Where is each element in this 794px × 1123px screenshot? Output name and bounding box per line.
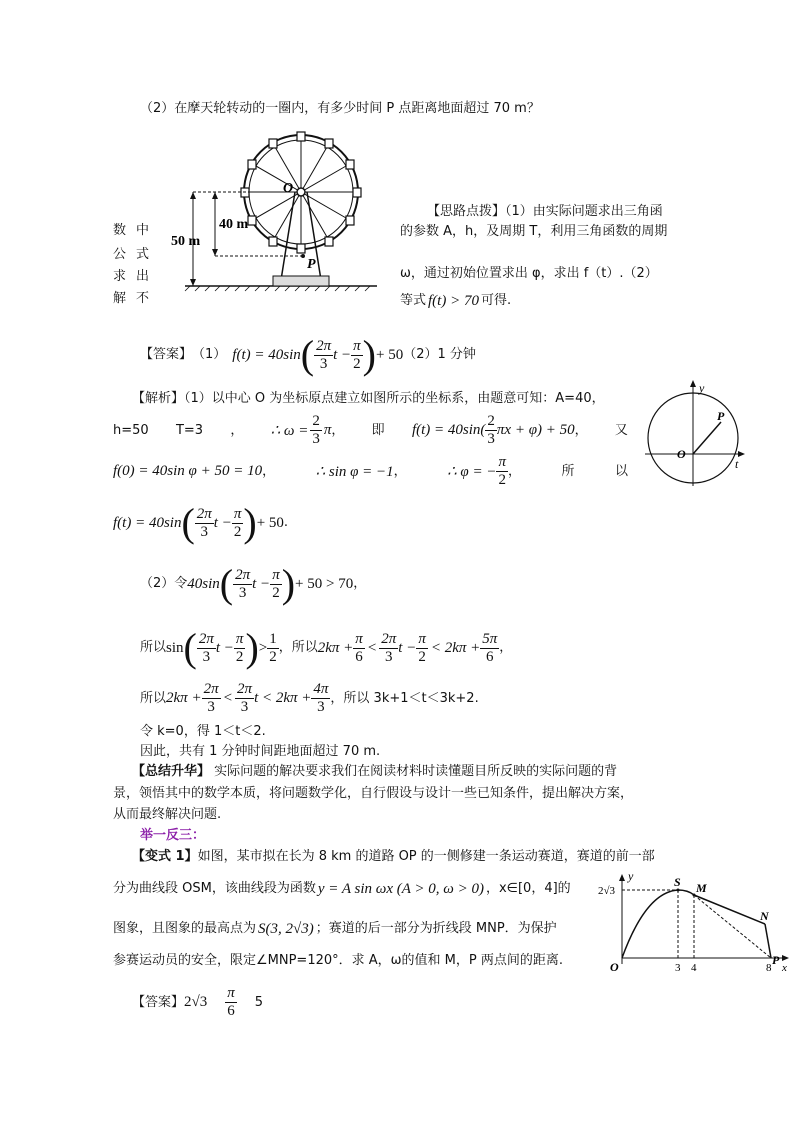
fraction: $\frac{2}{3}$ <box>487 413 495 447</box>
svg-text:y: y <box>628 869 634 883</box>
paren-close: ) <box>362 332 376 377</box>
answer-distance: 5 <box>254 994 264 1010</box>
fraction: $\frac{2\pi}{3}$ <box>235 566 251 601</box>
fraction: $\frac{2\pi}{3}$ <box>196 505 212 540</box>
fraction: $\frac{\pi}{2}$ <box>498 454 506 488</box>
svg-text:M: M <box>696 881 707 895</box>
analysis-T: T=3 <box>175 422 204 438</box>
label-40m: 40 m <box>219 217 249 232</box>
side-char: 出 <box>136 269 150 284</box>
svg-text:3: 3 <box>675 962 681 974</box>
svg-text:4: 4 <box>691 962 697 974</box>
question-2: （2）在摩天轮转动的一圈内，有多少时间 P 点距离地面超过 70 m？ <box>140 101 540 116</box>
analysis-h: h=50 <box>113 422 149 438</box>
omega-eq: ∴ ω = $\frac{2}{3}$ π ， <box>270 413 345 447</box>
answer-part2: （2）1 分钟 <box>403 347 476 362</box>
fraction: $\frac{2\pi}{3}$ <box>316 337 332 372</box>
svg-text:S: S <box>674 875 681 889</box>
variant-line-2: 分为曲线段 OSM，该曲线段为函数 y = A sin ωx (A > 0, ω > 0) ，x∈[0，4]的 <box>113 880 571 897</box>
fraction: $\frac{\pi}{2}$ <box>353 337 361 372</box>
fraction: $\frac{2\pi}{3}$ <box>237 681 253 715</box>
part2-line-2: 所以 sin ( $\frac{2\pi}{3}$ t − $\frac{\pi}{2}$ ) > $\frac{1}{2}$ ，所以 2kπ + $\frac{\pi}{6}$ < $\frac{2\pi}{3}$ t − $\frac{\pi}{2}$ < 2kπ + $\frac{5\pi}{6}$ ， <box>140 625 513 670</box>
svg-text:2√3: 2√3 <box>598 885 616 897</box>
side-char: 公 <box>113 247 127 262</box>
label-O: O <box>283 181 294 196</box>
variant-line-1: 【变式 1】如图，某市拟在长为 8 km 的道路 OP 的一侧修建一条运动赛道，赛道的前一部 <box>132 849 655 864</box>
answer-t: t − <box>333 346 352 363</box>
svg-text:N: N <box>760 909 769 923</box>
variant-line-4: 参赛运动员的安全，限定∠MNP=120°．求 A，ω的值和 M，P 两点间的距离. <box>113 953 564 968</box>
analysis-label: 【解析】 <box>132 391 185 406</box>
part2-line-1: （2）令 40sin ( $\frac{2\pi}{3}$ t − $\frac{\pi}{2}$ ) + 50 > 70 ， <box>140 561 367 606</box>
analysis-line-3: f(0) = 40sin φ + 50 = 10 ， ∴ sin φ = −1 ， ∴ φ = − $\frac{\pi}{2}$ ， 所 以 <box>113 454 628 488</box>
variant-line-3: 图象，且图象的最高点为 S(3, 2√3) ；赛道的后一部分为折线段 MNP．为保护 <box>113 920 557 937</box>
answer-2: 【答案】 2√3 $\frac{\pi}{6}$ 5 <box>132 985 264 1019</box>
side-char: 式 <box>136 247 150 262</box>
svg-text:P: P <box>717 409 725 423</box>
fraction: $\frac{4\pi}{3}$ <box>313 681 329 715</box>
paren-open: ( <box>300 332 315 377</box>
svg-text:P: P <box>772 953 780 967</box>
phi-eq: ∴ φ = − $\frac{\pi}{2}$ ， <box>447 454 522 488</box>
yi: 以 <box>614 463 628 479</box>
hint-line-4-post: 可得. <box>480 293 512 308</box>
side-char: 求 <box>113 269 127 284</box>
fraction: $\frac{\pi}{2}$ <box>233 505 242 540</box>
fraction: $\frac{1}{2}$ <box>269 630 277 665</box>
f0-eq: f(0) = 40sin φ + 50 = 10 <box>113 463 263 479</box>
coordinate-circle-figure <box>645 378 750 488</box>
answer-label: 【答案】 <box>140 347 193 362</box>
part2-conclusion: 因此，共有 1 分钟时间距地面超过 70 m. <box>140 744 381 759</box>
answer-fx: f(t) = 40sin <box>232 346 301 363</box>
answer-plus: + 50 <box>375 346 404 363</box>
fraction: $\frac{\pi}{2}$ <box>272 566 280 601</box>
fraction: $\frac{2\pi}{3}$ <box>198 630 214 665</box>
fraction: $\frac{5\pi}{6}$ <box>482 630 498 665</box>
hint-line-2: 的参数 A，h，及周期 T，利用三角函数的周期 <box>400 224 668 239</box>
track-graph-figure <box>596 869 794 976</box>
analysis-line-1 <box>132 390 605 408</box>
part2-k0: 令 k=0，得 1＜t＜2. <box>140 724 266 739</box>
answer-omega: $\frac{\pi}{6}$ <box>227 985 235 1019</box>
label-P: P <box>307 257 316 272</box>
part2-line-3: 所以 2kπ + $\frac{2\pi}{3}$ < $\frac{2\pi}{3}$ t < 2kπ + $\frac{4\pi}{3}$ ，所以 3k+1＜t＜3k+2. <box>140 681 479 715</box>
fx-phi: f(t) = 40sin( $\frac{2}{3}$ πx + φ) + 50 ， <box>411 413 588 447</box>
fraction: $\frac{2\pi}{3}$ <box>381 630 397 665</box>
comma: ， <box>230 422 244 438</box>
hint-line-4-math: f(t) > 70 <box>428 292 479 309</box>
summary-line-1: 【总结升华】 实际问题的解决要求我们在阅读材料时读懂题目所反映的实际问题的背 <box>132 764 618 779</box>
svg-text:x: x <box>782 962 787 974</box>
fraction: $\frac{2\pi}{3}$ <box>203 681 219 715</box>
fraction: $\frac{\pi}{2}$ <box>235 630 244 665</box>
hint-line-3: ω，通过初始位置求出 φ，求出 f（t）.（2） <box>400 266 658 281</box>
suo: 所 <box>561 463 575 479</box>
answer-A: 2√3 <box>184 994 208 1010</box>
hint-line-4 <box>400 292 511 310</box>
ferris-wheel-figure <box>171 130 380 292</box>
label-50m: 50 m <box>171 234 201 249</box>
svg-text:O: O <box>677 447 686 461</box>
svg-text:O: O <box>610 960 619 974</box>
you: 又 <box>614 422 628 438</box>
summary-line-3: 从而最终解决问题. <box>113 807 222 822</box>
side-char: 中 <box>136 223 150 238</box>
hint-line-1: 【思路点拨】（1）由实际问题求出三角函 <box>427 204 663 219</box>
fraction: $\frac{2}{3}$ <box>312 413 320 447</box>
analysis-final: f(t) = 40sin ( $\frac{2\pi}{3}$ t − $\frac{\pi}{2}$ ) + 50 . <box>113 500 289 545</box>
answer-1 <box>140 332 476 377</box>
side-char: 解 <box>113 291 127 306</box>
svg-text:t: t <box>735 457 739 471</box>
svg-text:y: y <box>699 381 705 395</box>
sinphi-eq: ∴ sin φ = −1 <box>315 464 394 480</box>
summary-line-2: 景，领悟其中的数学本质，将问题数学化，自行假设与设计一些已知条件，提出解决方案， <box>113 786 634 801</box>
hint-line-4-pre: 等式 <box>400 293 427 308</box>
analysis-line-2 <box>113 413 628 448</box>
side-char: 数 <box>113 223 127 238</box>
svg-text:8: 8 <box>766 962 772 974</box>
ji: 即 <box>371 422 385 438</box>
fraction: $\frac{\pi}{6}$ <box>355 630 363 665</box>
answer-part1: （1） <box>192 347 227 362</box>
side-char: 不 <box>136 291 150 306</box>
fraction: $\frac{\pi}{2}$ <box>418 630 426 665</box>
analysis-text: （1）以中心 O 为坐标原点建立如图所示的坐标系，由题意可知：A=40， <box>184 391 605 406</box>
jufan-heading: 举一反三： <box>140 828 206 843</box>
